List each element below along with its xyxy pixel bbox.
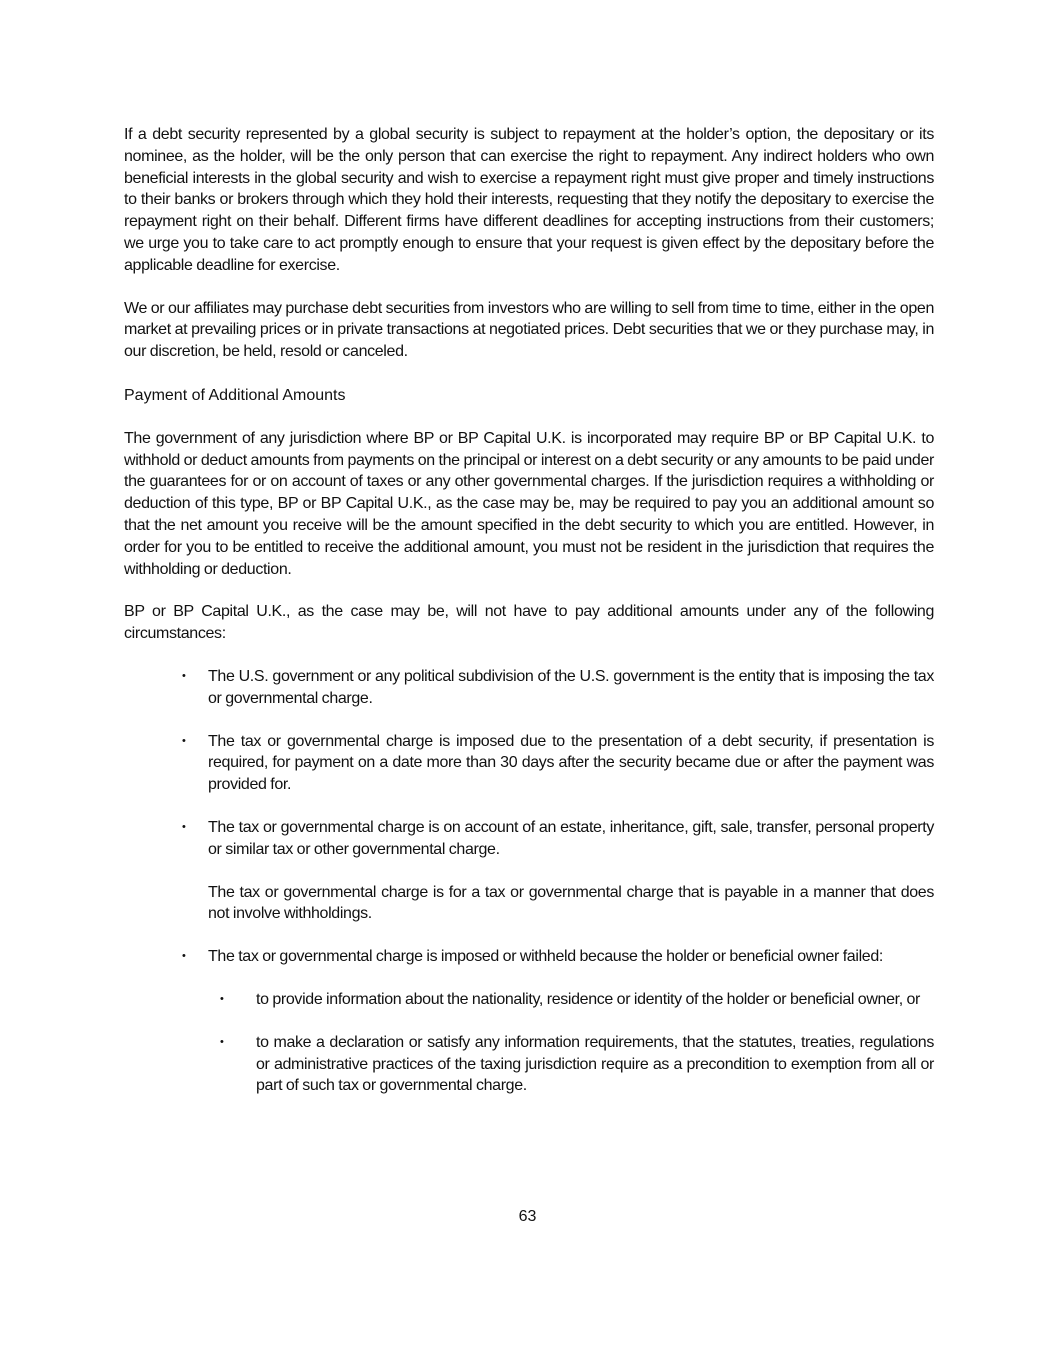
paragraph-withholding-requirement: The government of any jurisdiction where BP or BP Capital U.K. is incorporated may require BP or BP Capital U.K. to withhold or deduct amounts from payments on the principal or interest on a debt security or any amounts to be paid under the guarantees for or on account of taxes or any other governmental charges. If the jurisdiction requires a withholding or deduction of this type, BP or BP Capital U.K., as the case may be, may be required to pay you an additional amount so that the net amount you receive will be the amount specified in the debt security to which you are entitled. However, in order for you to be entitled to receive the additional amount, you must not be resident in the jurisdiction that requires the withholding or deduction. [124,429,934,578]
list-item [208,946,934,1097]
sub-list-item [256,1032,934,1097]
sub-list-item-text: • to provide information about the nationality, residence or identity of the holder or beneficial owner, or [256,990,921,1008]
list-item-text: • The tax or governmental charge is imposed due to the presentation of a debt security, if presentation is required, for payment on a date more than 30 days after the security became due or after the payment was provided for. [208,732,934,794]
sub-list-item [256,989,934,1011]
list-item-text: • The U.S. government or any political subdivision of the U.S. government is the entity that is imposing the tax or governmental charge. [208,667,934,707]
list-item [208,817,934,925]
document-body [124,124,934,1118]
page-number: 63 [518,1208,537,1225]
list-item [208,666,934,710]
paragraph-circumstances-intro: BP or BP Capital U.K., as the case may be, will not have to pay additional amounts under any of the following circumstances: [124,603,934,643]
list-item-continuation: The tax or governmental charge is for a tax or governmental charge that is payable in a manner that does not involve withholdings. [208,883,934,923]
paragraph-affiliate-purchases: We or our affiliates may purchase debt securities from investors who are willing to sell from time to time, either in the open market at prevailing prices or in private transactions at negotiated prices. Debt securities that we or they purchase may, in our discretion, be held, resold or canceled. [124,299,934,361]
list-item [208,731,934,796]
list-item-text: • The tax or governmental charge is imposed or withheld because the holder or beneficial owner failed: [208,948,883,966]
circumstances-list [124,666,934,1097]
list-item-text: • The tax or governmental charge is on account of an estate, inheritance, gift, sale, transfer, personal property or similar tax or other governmental charge. [208,818,934,858]
sub-list-item-text: • to make a declaration or satisfy any information requirements, that the statutes, treaties, regulations or administrative practices of the taxing jurisdiction require as a precondition to exemption from all or part of such tax or governmental charge. [256,1033,934,1095]
sub-list [208,989,934,1097]
section-heading: Payment of Additional Amounts [124,386,346,404]
paragraph-repayment-option: If a debt security represented by a global security is subject to repayment at the holder’s option, the depositary or its nominee, as the holder, will be the only person that can exercise the right to repayment. Any indirect holders who own beneficial interests in the global security and wish to exercise a repayment right must give proper and timely instructions to their banks or brokers through which they hold their interests, requesting that they notify the depositary to exercise the repayment right on their behalf. Different firms have different deadlines for accepting instructions from their customers; we urge you to take care to act promptly enough to ensure that your request is given effect by the depositary before the applicable deadline for exercise. [124,126,934,274]
